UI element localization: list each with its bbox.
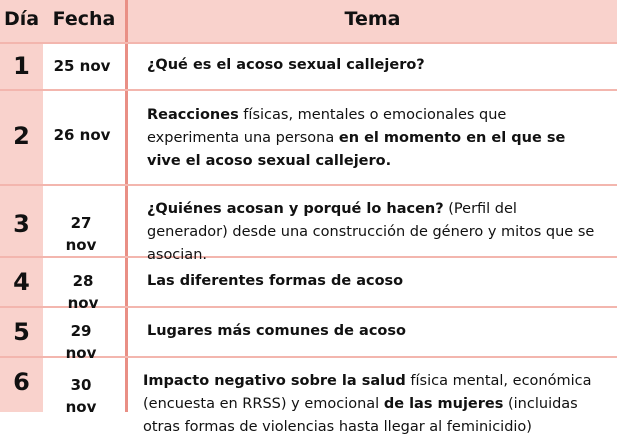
tema-bold-text: ¿Qué es el acoso sexual callejero? (147, 57, 425, 73)
row-3-dia: 3 (13, 210, 30, 238)
row-5-dia: 5 (13, 318, 30, 346)
row-1-dia: 1 (13, 52, 30, 80)
tema-text: física mental, económica (encuesta en RRSS) y emocional (143, 373, 592, 412)
row-3-fecha: 27 nov (65, 214, 97, 254)
row-separator (0, 42, 617, 44)
header-tema: Tema (344, 8, 401, 30)
row-2-fecha: 26 nov (53, 126, 111, 144)
row-6-tema (143, 370, 605, 439)
tema-text: (Perfil del generador) desde una construcción de género y mitos que se asocian. (147, 201, 595, 263)
row-2-tema (147, 104, 602, 173)
header-fecha: Fecha (52, 8, 116, 30)
tema-bold-text: en el momento en el que se vive el acoso sexual callejero. (147, 130, 566, 169)
row-4-fecha: 28 nov (67, 272, 99, 312)
tema-bold-text: Lugares más comunes de acoso (147, 323, 406, 339)
row-4-dia: 4 (13, 268, 30, 296)
row-3-tema (147, 198, 602, 267)
tema-bold-text: Las diferentes formas de acoso (147, 273, 404, 289)
tema-text: físicas, mentales o emocionales que experimenta una persona (147, 107, 507, 146)
tema-text: (incluidas otras formas de violencias hasta llegar al feminicidio) (143, 396, 578, 435)
row-1-fecha: 25 nov (53, 57, 111, 75)
tema-bold-text: Impacto negativo sobre la salud (143, 373, 406, 389)
row-4-tema (147, 270, 602, 293)
row-separator (0, 89, 617, 91)
row-5-fecha: 29 nov (65, 322, 97, 362)
tema-bold-text: Reacciones (147, 107, 239, 123)
row-5-tema (147, 320, 602, 343)
tema-bold-text: de las mujeres (383, 396, 504, 412)
tema-bold-text: ¿Quiénes acosan y porqué lo hacen? (147, 201, 444, 217)
header-dia: Día (3, 8, 40, 30)
row-separator (0, 184, 617, 186)
row-6-fecha: 30 nov (65, 376, 97, 416)
row-6-dia: 6 (13, 368, 30, 396)
row-1-tema (147, 54, 602, 77)
column-divider (125, 0, 128, 412)
row-2-dia: 2 (13, 122, 30, 150)
